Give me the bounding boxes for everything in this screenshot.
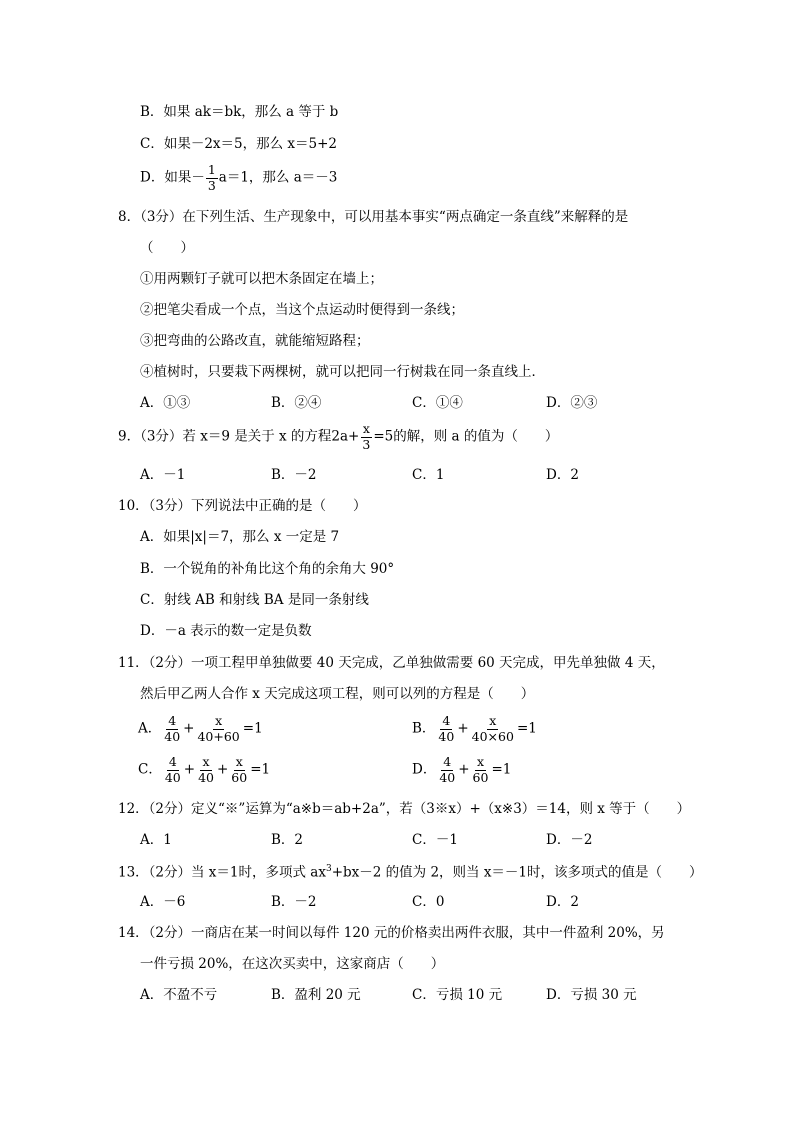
q11-option-c <box>138 756 270 784</box>
q10-option-a: A．如果|x|＝7，那么 x 一定是 7 <box>140 529 340 545</box>
fraction <box>229 756 249 784</box>
q13-stem <box>118 865 703 880</box>
q10-stem: 10．（3分）下列说法中正确的是（ ） <box>118 498 367 514</box>
plus-sign: + <box>216 761 229 778</box>
q13-stem-part-a: 13．（2分）当 x＝1时，多项式 ax <box>118 864 326 881</box>
fraction-numerator: 4 <box>168 754 177 769</box>
equals-one: =1 <box>491 761 512 778</box>
fraction <box>196 756 216 784</box>
option-label: C． <box>138 761 162 778</box>
q8-option-c: C．①④ <box>412 395 463 411</box>
q14-option-d: D．亏损 30 元 <box>546 987 637 1003</box>
option-label: A． <box>138 720 162 737</box>
q12-option-c: C．－1 <box>412 832 458 848</box>
q8-item-2: ②把笔尖看成一个点，当这个点运动时便得到一条线； <box>140 302 464 318</box>
equals-one: =1 <box>516 720 537 737</box>
q9-stem <box>118 423 558 451</box>
plus-sign: + <box>183 720 195 737</box>
exponent: 3 <box>325 864 332 874</box>
q13-stem-part-b: +bx－2 的值为 2，则当 x＝－1时，该多项式的值是（ ） <box>331 864 703 881</box>
q11-option-b <box>412 715 537 743</box>
fraction-numerator: 1 <box>207 162 216 177</box>
q11-option-a <box>138 715 263 743</box>
q8-option-b: B．②④ <box>271 395 322 411</box>
fraction <box>436 715 456 743</box>
q14-stem-line-1: 14．（2分）一商店在某一时间以每件 120 元的价格卖出两件衣服，其中一件盈利 20%，另 <box>118 925 665 941</box>
q14-option-b: B．盈利 20 元 <box>271 987 361 1003</box>
fraction <box>437 756 457 784</box>
q7-option-b: B．如果 ak＝bk，那么 a 等于 b <box>140 104 339 120</box>
fraction-numerator: x <box>202 754 210 769</box>
fraction-denominator: 40+60 <box>197 728 240 744</box>
q7-option-c: C．如果－2x＝5，那么 x＝5+2 <box>140 136 338 152</box>
q9-stem-part-b: 的解，则 a 的值为（ ） <box>393 428 559 445</box>
q8-option-a: A．①③ <box>140 395 191 411</box>
q12-stem: 12．（2分）定义“※”运算为“a※b＝ab+2a”，若（3※x）+（x※3）＝14，则 x 等于（ ） <box>118 801 691 817</box>
fraction <box>162 715 182 743</box>
q9-option-d: D．2 <box>546 467 579 483</box>
fraction-denominator: 40 <box>439 769 456 785</box>
q12-option-b: B．2 <box>271 832 304 848</box>
q8-option-d: D．②③ <box>546 395 598 411</box>
q13-option-a: A．－6 <box>140 894 186 910</box>
equals-one: =1 <box>250 761 271 778</box>
fraction-numerator: 4 <box>443 754 452 769</box>
q13-option-b: B．－2 <box>271 894 317 910</box>
q10-option-b: B．一个锐角的补角比这个角的余角大 90° <box>140 561 395 577</box>
fraction-numerator: x <box>215 713 223 728</box>
plus-sign: + <box>458 761 470 778</box>
fraction-denominator: 60 <box>231 769 248 785</box>
option-label: B． <box>412 720 436 737</box>
fraction-one-third <box>206 164 218 192</box>
q8-item-4: ④植树时，只要栽下两棵树，就可以把同一行树栽在同一条直线上． <box>140 364 545 380</box>
q7-option-d-prefix: D．如果－ <box>140 169 205 186</box>
fraction <box>195 715 241 743</box>
q11-stem-line-1: 11．（2分）一项工程甲单独做要 40 天完成，乙单独做需要 60 天完成，甲先单独做 4 天， <box>118 655 665 671</box>
fraction-numerator: 4 <box>442 713 451 728</box>
q8-answer-paren: （ ） <box>140 240 194 256</box>
fraction-denominator: 40 <box>438 728 455 744</box>
q14-stem-line-2: 一件亏损 20%，在这次买卖中，这家商店（ ） <box>140 956 445 972</box>
fraction-x-over-3 <box>360 423 372 451</box>
q9-option-a: A．－1 <box>140 467 186 483</box>
q7-option-d <box>140 164 337 192</box>
fraction-numerator: x <box>235 754 243 769</box>
plus-sign: + <box>183 761 196 778</box>
q9-stem-part-a: 9．（3分）若 x＝9 是关于 x 的方程 <box>118 428 332 445</box>
fraction-numerator: x <box>476 754 485 769</box>
q9-equation-post: =5 <box>373 428 394 445</box>
fraction-numerator: x <box>489 713 497 728</box>
q13-option-c: C．0 <box>412 894 445 910</box>
q11-stem-line-2: 然后甲乙两人合作 x 天完成这项工程，则可以列的方程是（ ） <box>140 686 535 702</box>
q11-option-d <box>412 756 511 784</box>
q8-item-1: ①用两颗钉子就可以把木条固定在墙上； <box>140 271 383 287</box>
fraction <box>471 756 491 784</box>
q8-stem: 8．（3分）在下列生活、生产现象中，可以用基本事实“两点确定一条直线”来解释的是 <box>118 209 629 225</box>
fraction-denominator: 40×60 <box>471 728 514 744</box>
q13-option-d: D．2 <box>546 894 579 910</box>
fraction-denominator: 40 <box>164 769 181 785</box>
fraction-numerator: x <box>362 421 370 436</box>
q10-option-c: C．射线 AB 和射线 BA 是同一条射线 <box>140 592 369 608</box>
fraction-denominator: 40 <box>164 728 181 744</box>
fraction-denominator: 3 <box>207 177 216 193</box>
option-label: D． <box>412 761 437 778</box>
q9-option-c: C．1 <box>412 467 445 483</box>
fraction-denominator: 60 <box>472 769 489 785</box>
q14-option-a: A．不盈不亏 <box>140 987 218 1003</box>
fraction <box>163 756 183 784</box>
plus-sign: + <box>457 720 469 737</box>
q9-equation-pre: 2a+ <box>331 428 360 445</box>
equals-one: =1 <box>242 720 263 737</box>
q8-item-3: ③把弯曲的公路改直，就能缩短路程； <box>140 333 370 349</box>
q14-option-c: C．亏损 10 元 <box>412 987 503 1003</box>
fraction-denominator: 40 <box>198 769 214 785</box>
q10-option-d: D．－a 表示的数一定是负数 <box>140 623 312 639</box>
q12-option-a: A．1 <box>140 832 172 848</box>
fraction-denominator: 3 <box>362 436 371 452</box>
q9-option-b: B．－2 <box>271 467 317 483</box>
fraction <box>470 715 516 743</box>
fraction-numerator: 4 <box>168 713 177 728</box>
q7-option-d-suffix: a＝1，那么 a＝－3 <box>218 169 338 186</box>
q12-option-d: D．－2 <box>546 832 593 848</box>
